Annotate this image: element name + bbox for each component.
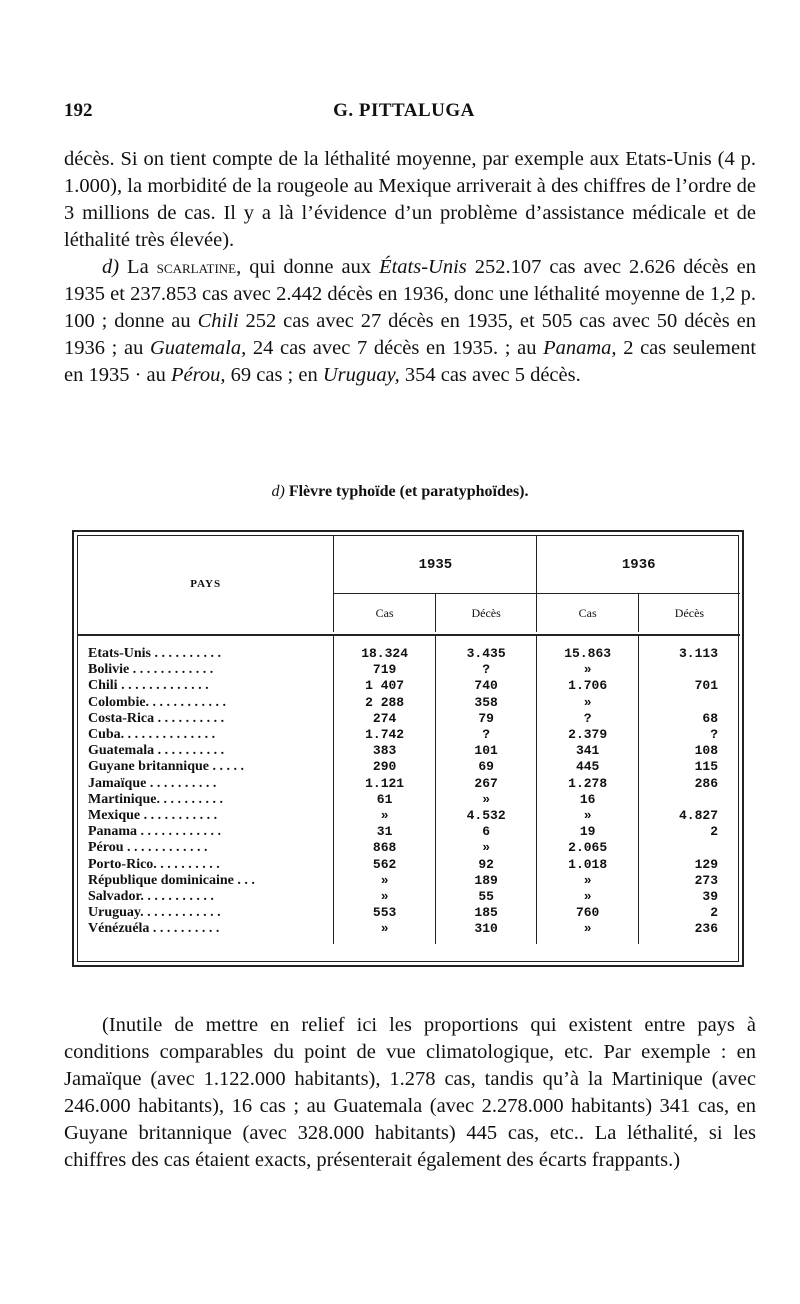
deces-1935-cell: 101: [435, 743, 537, 759]
table-frame: [72, 530, 744, 967]
cas-1936-cell: »: [537, 695, 639, 711]
body-text-top: [64, 146, 756, 389]
country-cell: Guatemala . . . . . . . . . .: [78, 743, 334, 759]
cas-1936-cell: »: [537, 662, 639, 678]
cas-1935-cell: »: [334, 921, 436, 937]
country-panama: Panama,: [543, 337, 617, 359]
deces-1935-cell: 267: [435, 776, 537, 792]
country-cell: Mexique . . . . . . . . . . .: [78, 808, 334, 824]
cas-1935-cell: 1.121: [334, 776, 436, 792]
deces-1936-cell: 4.827: [678, 808, 718, 824]
table-row: [78, 873, 740, 889]
table-row: [78, 743, 740, 759]
table-row: [78, 759, 740, 775]
table-row: [78, 711, 740, 727]
caption-letter: d): [271, 483, 285, 500]
paragraph-2-text: 24 cas avec 7 décès en 1935. ; au: [246, 337, 544, 359]
cas-1936-cell: 19: [537, 824, 639, 840]
cas-1935-cell: 31: [334, 824, 436, 840]
deces-1935-cell: 6: [435, 824, 537, 840]
paragraph-2: [64, 254, 756, 389]
page-number: 192: [64, 100, 93, 121]
country-cell: Salvador. . . . . . . . . . .: [78, 889, 334, 905]
disease-name: scarlatine: [156, 257, 237, 278]
table-row: [78, 662, 740, 678]
table-row: [78, 840, 740, 856]
country-cell: Colombie. . . . . . . . . . . .: [78, 695, 334, 711]
deces-1936-cell: 3.113: [678, 646, 718, 661]
caption-text: Flèvre typhoïde (et paratyphoïdes).: [284, 483, 529, 500]
deces-1936-cell: 68: [702, 710, 718, 726]
country-cell: République dominicaine . . .: [78, 873, 334, 889]
cas-1935-cell: »: [334, 889, 436, 905]
deces-1935-cell: »: [435, 840, 537, 856]
deces-1936-cell: 286: [694, 775, 718, 791]
country-cell: Guyane britannique . . . . .: [78, 759, 334, 775]
cas-1935-cell: 2 288: [334, 695, 436, 711]
deces-1936-cell: [638, 662, 740, 678]
deces-1936-cell: 129: [694, 856, 718, 872]
cas-1936-cell: 2.065: [537, 840, 639, 856]
country-cell: Cuba. . . . . . . . . . . . . .: [78, 727, 334, 743]
column-header-deces-1936: Décès: [674, 605, 705, 620]
cas-1935-cell: 383: [334, 743, 436, 759]
deces-1935-cell: 740: [435, 678, 537, 694]
cas-1936-cell: »: [537, 889, 639, 905]
cas-1935-cell: 274: [334, 711, 436, 727]
cas-1936-cell: 15.863: [537, 635, 639, 662]
country-cell: Jamaïque . . . . . . . . . .: [78, 776, 334, 792]
cas-1936-cell: »: [537, 808, 639, 824]
page-header: [64, 100, 744, 128]
column-header-1936: 1936: [537, 536, 740, 594]
cas-1935-cell: »: [334, 873, 436, 889]
deces-1935-cell: 55: [435, 889, 537, 905]
table-row: [78, 635, 740, 662]
table-row: [78, 905, 740, 921]
table-row: [78, 808, 740, 824]
table-body: [78, 635, 740, 944]
table-row: [78, 857, 740, 873]
cas-1936-cell: 2.379: [537, 727, 639, 743]
column-header-cas-1935: Cas: [334, 594, 436, 633]
cas-1936-cell: 760: [537, 905, 639, 921]
paragraph-3: (Inutile de mettre en relief ici les proportions qui existent entre pays à conditions comparables du point de vue climatologique, etc. Par exemple : en Jamaïque (avec 1.122.000 habitants), 1.278 cas, tandis qu’à la Martinique (avec 246.000 habitants), 16 cas ; au Guatemala (avec 2.278.000 habitants) 341 cas, en Guyane britannique (avec 328.000 habitants) 445 cas, etc.. La léthalité, si les chiffres des cas étaient exacts, présenterait également des écarts frappants.): [64, 1014, 756, 1171]
table-caption: [0, 483, 800, 501]
country-chili: Chili: [197, 310, 239, 332]
country-cell: Pérou . . . . . . . . . . . .: [78, 840, 334, 856]
paragraph-2-text: 354 cas avec 5 décès.: [399, 364, 581, 386]
cas-1935-cell: 562: [334, 857, 436, 873]
cas-1935-cell: 18.324: [334, 635, 436, 662]
country-cell: Panama . . . . . . . . . . . .: [78, 824, 334, 840]
deces-1935-cell: 69: [435, 759, 537, 775]
running-title: G. PITTALUGA: [333, 100, 475, 121]
table-row: [78, 727, 740, 743]
table-row: [78, 776, 740, 792]
deces-1936-cell: [638, 792, 740, 808]
paragraph-2-text: 252.107 cas avec 2.626 décès en 1935 et 237.853 cas avec 2.442 décès en 1936, donc une léthalité moyenne de 1,2 p. 100 ; donne au: [64, 256, 756, 332]
deces-1936-cell: 2: [710, 905, 718, 921]
cas-1935-cell: 868: [334, 840, 436, 856]
country-usa: États-Unis: [379, 256, 467, 278]
column-header-1935: 1935: [334, 536, 537, 594]
table-inner: [77, 535, 739, 962]
cas-1936-cell: ?: [537, 711, 639, 727]
body-text-bottom: [64, 1012, 756, 1174]
deces-1935-cell: 4.532: [435, 808, 537, 824]
paragraph-2-text: 2 cas seulement en 1935 · au: [64, 337, 757, 386]
cas-1935-cell: 1 407: [334, 678, 436, 694]
column-header-deces-1935: Décès: [435, 594, 537, 633]
country-cell: Bolivie . . . . . . . . . . . .: [78, 662, 334, 678]
deces-1936-cell: ?: [710, 727, 718, 743]
paragraph-2-text: 69 cas ; en: [225, 364, 323, 386]
country-cell: Costa-Rica . . . . . . . . . .: [78, 711, 334, 727]
cas-1935-cell: 290: [334, 759, 436, 775]
deces-1935-cell: 185: [435, 905, 537, 921]
deces-1936-cell: [638, 840, 740, 856]
deces-1935-cell: »: [435, 792, 537, 808]
country-cell: Martinique. . . . . . . . . .: [78, 792, 334, 808]
column-header-pays: PAYS: [78, 536, 334, 632]
cas-1935-cell: 553: [334, 905, 436, 921]
country-guatemala: Guatemala,: [149, 337, 247, 359]
country-cell: Porto-Rico. . . . . . . . . .: [78, 857, 334, 873]
table-row: [78, 889, 740, 905]
cas-1935-cell: »: [334, 808, 436, 824]
country-uruguay: Uruguay,: [322, 364, 400, 386]
paragraph-2-text: 252 cas avec 27 décès en 1935, et 505 cas avec 50 décès en 1936 ; au: [64, 310, 756, 359]
table-row: [78, 695, 740, 711]
column-header-cas-1936: Cas: [537, 594, 639, 633]
cas-1935-cell: 61: [334, 792, 436, 808]
cas-1936-cell: »: [537, 873, 639, 889]
country-perou: Pérou,: [171, 364, 226, 386]
deces-1936-cell: [638, 695, 740, 711]
cas-1936-cell: 445: [537, 759, 639, 775]
table-row: [78, 792, 740, 808]
cas-1936-cell: 16: [537, 792, 639, 808]
country-cell: Uruguay. . . . . . . . . . . .: [78, 905, 334, 921]
country-cell: Etats-Unis . . . . . . . . . .: [78, 635, 334, 662]
table-row: [78, 678, 740, 694]
paragraph-2-la: La: [119, 256, 157, 278]
deces-1935-cell: ?: [435, 662, 537, 678]
cas-1936-cell: 1.278: [537, 776, 639, 792]
deces-1936-cell: 108: [694, 743, 718, 759]
deces-1936-cell: 39: [702, 889, 718, 905]
paragraph-1: décès. Si on tient compte de la léthalité moyenne, par exemple aux Etats-Unis (4 p. 1.000), la morbidité de la rougeole au Mexique arriverait à des chiffres de l’ordre de 3 millions de cas. Il y a là l’évidence d’un problème d’assistance médicale et de léthalité très élevée).: [64, 148, 756, 251]
deces-1936-cell: 273: [694, 872, 718, 888]
cas-1936-cell: 1.706: [537, 678, 639, 694]
deces-1935-cell: 79: [435, 711, 537, 727]
country-cell: Vénézuéla . . . . . . . . . .: [78, 921, 334, 937]
country-cell: Chili . . . . . . . . . . . . .: [78, 678, 334, 694]
cas-1935-cell: 719: [334, 662, 436, 678]
cas-1936-cell: 341: [537, 743, 639, 759]
paragraph-2-text: , qui donne aux: [236, 256, 380, 278]
cas-1935-cell: 1.742: [334, 727, 436, 743]
paragraph-2-letter: d): [102, 256, 120, 278]
deces-1935-cell: 310: [435, 921, 537, 937]
cas-1936-cell: 1.018: [537, 857, 639, 873]
deces-1935-cell: 189: [435, 873, 537, 889]
deces-1936-cell: 236: [694, 921, 718, 937]
deces-1935-cell: 358: [435, 695, 537, 711]
cas-1936-cell: »: [537, 921, 639, 937]
deces-1935-cell: ?: [435, 727, 537, 743]
table-row: [78, 921, 740, 937]
table-row: [78, 824, 740, 840]
deces-1936-cell: 701: [694, 678, 718, 694]
deces-1935-cell: 92: [435, 857, 537, 873]
deces-1936-cell: 2: [710, 824, 718, 840]
deces-1936-cell: 115: [694, 759, 718, 775]
deces-1935-cell: 3.435: [435, 635, 537, 662]
typhoid-table: [78, 536, 740, 944]
